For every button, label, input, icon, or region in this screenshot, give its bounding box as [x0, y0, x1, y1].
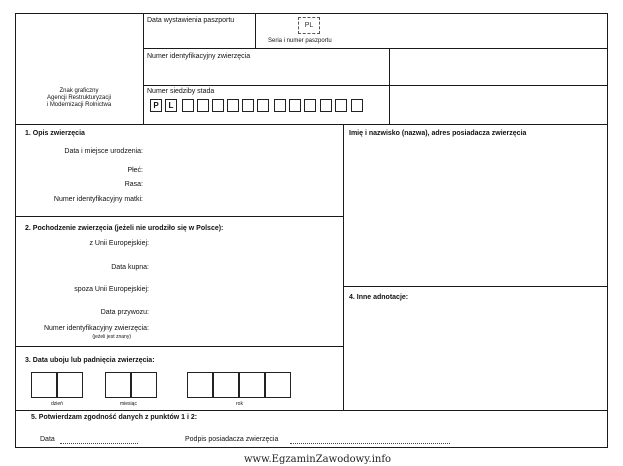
frame-bottom — [15, 447, 608, 448]
herd-digit-box[interactable] — [289, 99, 301, 112]
header-right-divider — [389, 48, 390, 124]
section4-title: 4. Inne adnotacje: — [349, 294, 409, 301]
month-digit-box[interactable] — [131, 372, 157, 398]
origin-animal-id-label: Numer identyfikacyjny zwierzęcia: — [43, 325, 149, 332]
year-digit-box[interactable] — [239, 372, 265, 398]
herd-digit-box[interactable] — [182, 99, 194, 112]
logo-line-3: i Modernizacji Rolnictwa — [46, 102, 112, 108]
stamp-glyph: PL — [304, 22, 314, 29]
frame-right — [607, 13, 608, 448]
non-eu-origin-label: spoza Unii Europejskiej: — [74, 286, 149, 293]
herd-prefix-l: L — [168, 101, 174, 110]
logo-line-1: Znak graficzny — [59, 88, 99, 94]
owner-divider — [343, 286, 608, 287]
section3-title: 3. Data uboju lub padnięcia zwierzęcia: — [25, 357, 155, 364]
birth-date-place-label: Data i miejsce urodzenia: — [64, 148, 143, 155]
section-divider-1-2 — [15, 216, 344, 217]
issue-date-divider — [255, 13, 256, 48]
section1-title: 1. Opis zwierzęcia — [25, 130, 85, 137]
site-watermark: www.EgzaminZawodowy.info — [244, 454, 392, 465]
confirm-date-field[interactable] — [60, 443, 138, 444]
day-label: dzień — [51, 401, 63, 407]
sex-label: Płeć: — [127, 167, 143, 174]
purchase-date-label: Data kupna: — [111, 264, 149, 271]
series-label: Seria i numer paszportu — [268, 38, 332, 44]
year-digit-box[interactable] — [187, 372, 213, 398]
confirm-date-label: Data — [40, 436, 55, 443]
owner-title: Imię i nazwisko (nazwa), adres posiadacza zwierzęcia — [349, 130, 527, 137]
header-row-2 — [143, 85, 608, 86]
herd-digit-box[interactable] — [257, 99, 269, 112]
month-label: miesiąc — [120, 401, 137, 407]
section5-title: 5. Potwierdzam zgodność danych z punktów 1 i 2: — [31, 414, 198, 421]
eu-origin-label: z Unii Europejskiej: — [89, 240, 149, 247]
herd-box-l — [165, 99, 177, 112]
herd-prefix-p: P — [153, 101, 159, 110]
herd-box-p — [150, 99, 162, 112]
owner-signature-field[interactable] — [290, 443, 450, 444]
stamp-icon — [298, 17, 320, 34]
herd-digit-box[interactable] — [320, 99, 332, 112]
logo-divider — [143, 13, 144, 124]
herd-digit-box[interactable] — [242, 99, 254, 112]
frame-left — [15, 13, 16, 448]
issue-date-label: Data wystawienia paszportu — [147, 17, 235, 24]
herd-digit-box[interactable] — [304, 99, 316, 112]
year-digit-box[interactable] — [213, 372, 239, 398]
main-divider — [343, 124, 344, 411]
origin-animal-id-note: (jeżeli jest znany) — [92, 334, 131, 340]
mother-id-label: Numer identyfikacyjny matki: — [53, 196, 143, 203]
section2-title: 2. Pochodzenie zwierzęcia (jeżeli nie urodziło się w Polsce): — [25, 225, 224, 232]
day-digit-box[interactable] — [31, 372, 57, 398]
logo-line-2: Agencji Restrukturyzacji — [46, 95, 112, 101]
herd-digit-box[interactable] — [227, 99, 239, 112]
section5-top — [15, 410, 608, 411]
herd-digit-box[interactable] — [335, 99, 347, 112]
day-digit-box[interactable] — [57, 372, 83, 398]
animal-id-label: Numer identyfikacyjny zwierzęcia — [147, 53, 251, 60]
section-divider-2-3 — [15, 346, 344, 347]
herd-digit-box[interactable] — [351, 99, 363, 112]
agency-logo-placeholder — [20, 88, 138, 109]
header-row-1 — [143, 48, 608, 49]
owner-signature-label: Podpis posiadacza zwierzęcia — [185, 436, 279, 443]
import-date-label: Data przywozu: — [100, 309, 149, 316]
header-bottom — [15, 124, 608, 125]
herd-digit-box[interactable] — [197, 99, 209, 112]
herd-digit-box[interactable] — [274, 99, 286, 112]
year-label: rok — [236, 401, 243, 407]
month-digit-box[interactable] — [105, 372, 131, 398]
herd-digit-box[interactable] — [212, 99, 224, 112]
frame-top — [15, 13, 608, 14]
year-digit-box[interactable] — [265, 372, 291, 398]
breed-label: Rasa: — [124, 181, 143, 188]
herd-number-label: Numer siedziby stada — [147, 88, 215, 95]
